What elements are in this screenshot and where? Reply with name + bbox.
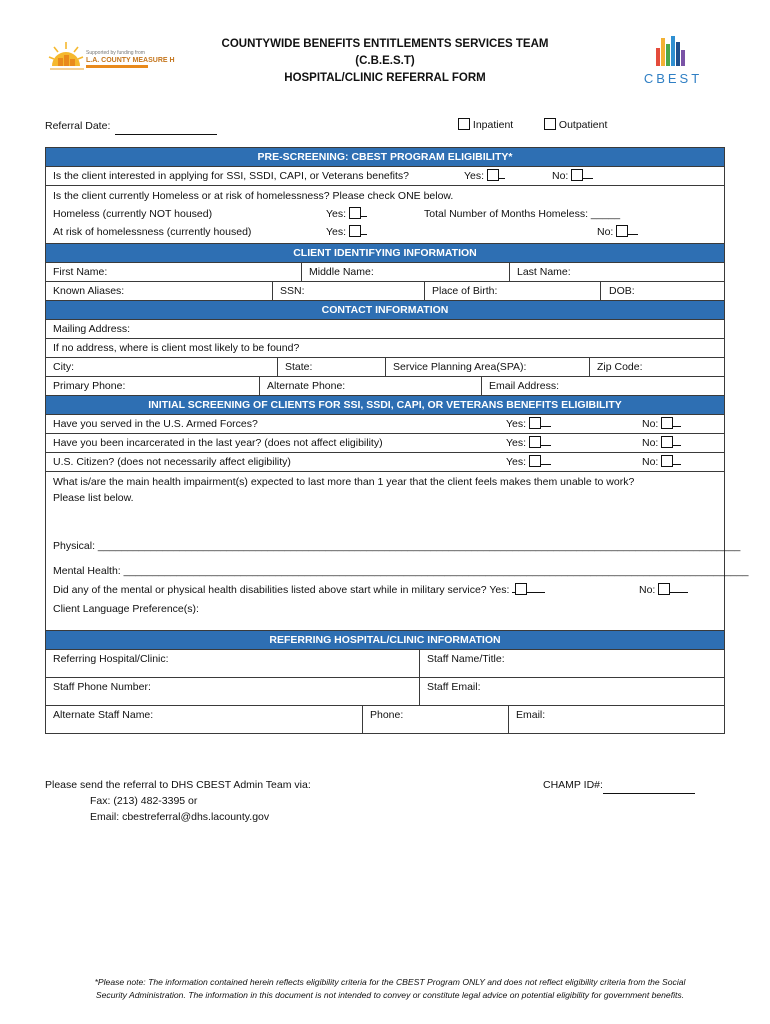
no-address-row [46,339,724,358]
aliases-field[interactable]: Known Aliases: [53,285,125,297]
last-name-field[interactable]: Last Name: [509,263,724,281]
state-field[interactable]: State: [277,358,385,376]
footnote-line-2: Security Administration. The information in this document is not intended to convey or constitute legal advice on potential eligibility for government benefits. [95,990,685,1000]
inpatient-checkbox[interactable] [458,118,470,130]
physical-field[interactable]: Physical: ______________________________________________________________________________________________________________ [53,540,741,552]
svg-text:CBEST: CBEST [643,71,703,86]
mailing-row [46,320,724,339]
homeless-label: Homeless (currently NOT housed) [53,208,213,220]
inpatient-option[interactable] [458,117,513,133]
incarcerated-no-checkbox[interactable] [661,436,673,448]
armed-no-checkbox[interactable] [661,417,673,429]
at-risk-label: At risk of homelessness (currently housed) [53,226,252,238]
months-homeless: Total Number of Months Homeless: _____ [424,208,621,220]
city-row [46,358,724,377]
staff-phone-field[interactable]: Staff Phone Number: [53,681,151,693]
send-instructions [45,777,311,825]
citizen-yes-checkbox[interactable] [529,455,541,467]
referral-form [45,147,749,734]
ssn-field[interactable]: SSN: [272,282,424,300]
referral-date-label: Referral Date: [45,120,111,132]
prescreen-header: PRE-SCREENING: CBEST PROGRAM ELIGIBILITY* [46,148,724,167]
svg-text:Supported by funding from: Supported by funding from [86,50,145,56]
interest-yes-checkbox[interactable] [487,169,499,181]
citizen-row [46,453,724,472]
outpatient-checkbox[interactable] [544,118,556,130]
champ-id [543,777,695,794]
referral-date [45,118,217,135]
alias-row [46,282,724,301]
prescreen-q2: Is the client currently Homeless or at risk of homelessness? Please check ONE below. [53,190,454,202]
footnote-line-1: *Please note: The information contained herein reflects eligibility criteria for the CBEST Program ONLY and does not reflect eligibility criteria from the Social [94,977,686,987]
header-line-2: (C.B.E.S.T) [355,55,415,67]
email-line: Email: cbestreferral@dhs.lacounty.gov [90,811,270,823]
champ-id-label: CHAMP ID#: [543,779,603,791]
outpatient-label: Outpatient [558,119,608,131]
no-label: No: [552,170,569,182]
identifying-header: CLIENT IDENTIFYING INFORMATION [46,244,724,263]
primary-phone-field[interactable]: Primary Phone: [53,380,126,392]
military-question: Did any of the mental or physical health disabilities listed above start while in military service? Yes: [53,584,510,596]
staff-contact-row [46,678,724,706]
military-no-checkbox[interactable] [658,583,670,595]
armed-yes-checkbox[interactable] [529,417,541,429]
military-yes-checkbox[interactable] [515,583,527,595]
yes-label: Yes: [506,418,527,430]
incarcerated-yes-checkbox[interactable] [529,436,541,448]
impairment-question: What is/are the main health impairment(s) expected to last more than 1 year that the client feels makes them unable to work? [53,476,635,488]
referral-date-input[interactable] [115,118,217,135]
first-name-field[interactable]: First Name: [53,266,108,278]
incarcerated-question: Have you been incarcerated in the last year? (does not affect eligibility) [53,437,383,449]
no-address-field[interactable]: If no address, where is client most likely to be found? [53,342,300,354]
at-risk-yes-checkbox[interactable] [349,225,361,237]
citizen-no-checkbox[interactable] [661,455,673,467]
phone-row [46,377,724,396]
language-field[interactable]: Client Language Preference(s): [53,603,199,615]
name-row [46,263,724,282]
alt-staff-email-field[interactable]: Email: [508,706,724,733]
impairment-block [46,472,749,631]
hospital-row [46,650,724,678]
prescreen-homeless-block [46,186,724,244]
yes-label: Yes: [506,456,527,468]
staff-name-field[interactable]: Staff Name/Title: [419,650,724,677]
fax-line: Fax: (213) 482-3395 or [90,795,198,807]
armed-forces-row [46,415,724,434]
email-field[interactable]: Email Address: [481,377,724,395]
mailing-address-field[interactable]: Mailing Address: [53,323,131,335]
interest-no-checkbox[interactable] [571,169,583,181]
yes-label: Yes: [326,208,347,220]
alternate-phone-field[interactable]: Alternate Phone: [259,377,481,395]
send-line: Please send the referral to DHS CBEST Admin Team via: [45,779,311,791]
citizen-question: U.S. Citizen? (does not necessarily affect eligibility) [53,456,291,468]
inpatient-label: Inpatient [472,119,514,131]
armed-forces-question: Have you served in the U.S. Armed Forces? [53,418,258,430]
outpatient-option[interactable] [544,117,607,133]
footnote [60,976,720,1002]
champ-id-input[interactable] [603,777,695,794]
impairment-instruction: Please list below. [53,492,134,504]
no-label: No: [639,584,656,596]
alternate-staff-row [46,706,724,734]
staff-email-field[interactable]: Staff Email: [419,678,724,705]
alternate-staff-field[interactable]: Alternate Staff Name: [53,709,154,721]
bars-icon [656,36,685,66]
form-title [150,36,620,87]
no-label: No: [642,418,659,430]
homeless-yes-checkbox[interactable] [349,207,361,219]
zip-field[interactable]: Zip Code: [589,358,724,376]
prescreen-interest-row [46,167,724,186]
header-line-3: HOSPITAL/CLINIC REFERRAL FORM [284,72,486,84]
spa-field[interactable]: Service Planning Area(SPA): [385,358,589,376]
no-label: No: [597,226,614,238]
yes-label: Yes: [326,226,347,238]
yes-label: Yes: [464,170,485,182]
place-of-birth-field[interactable]: Place of Birth: [424,282,600,300]
yes-label: Yes: [506,437,527,449]
no-label: No: [642,456,659,468]
contact-header: CONTACT INFORMATION [46,301,724,320]
initial-screening-header: INITIAL SCREENING OF CLIENTS FOR SSI, SSDI, CAPI, OR VETERANS BENEFITS ELIGIBILITY [46,396,724,415]
cbest-logo [638,34,708,88]
measure-h-logo [48,40,175,74]
svg-text:L.A. COUNTY MEASURE H: L.A. COUNTY MEASURE H [86,57,175,64]
mental-health-field[interactable]: Mental Health: ___________________________________________________________________________________________________________ [53,565,749,577]
middle-name-field[interactable]: Middle Name: [301,263,509,281]
no-label: No: [642,437,659,449]
alt-staff-phone-field[interactable]: Phone: [362,706,508,733]
sun-icon [49,42,83,66]
referring-header: REFERRING HOSPITAL/CLINIC INFORMATION [46,631,724,650]
referring-hospital-field[interactable]: Referring Hospital/Clinic: [53,653,169,665]
incarcerated-row [46,434,724,453]
header-line-1: COUNTYWIDE BENEFITS ENTITLEMENTS SERVICES TEAM [221,38,549,50]
city-field[interactable]: City: [53,361,74,373]
prescreen-q1: Is the client interested in applying for SSI, SSDI, CAPI, or Veterans benefits? [53,170,410,182]
at-risk-no-checkbox[interactable] [616,225,628,237]
dob-field[interactable]: DOB: [600,282,724,300]
